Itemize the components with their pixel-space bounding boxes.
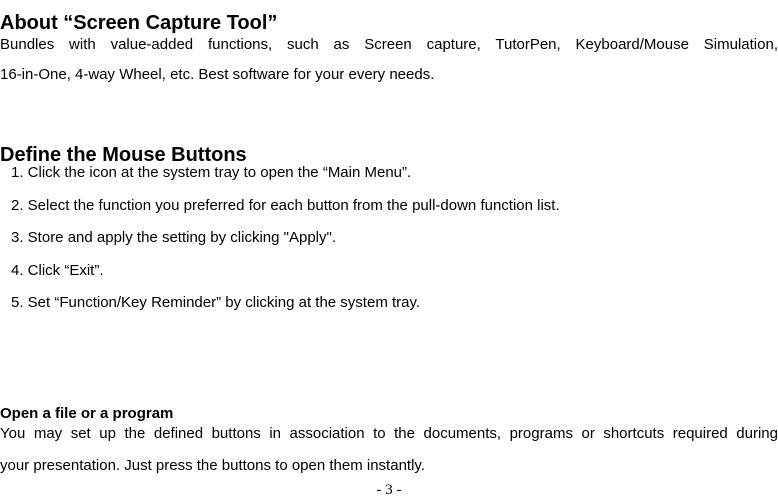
- step-item: 5. Set “Function/Key Reminder” by clicking at the system tray.: [11, 294, 421, 311]
- step-item: 3. Store and apply the setting by clicking "Apply".: [11, 229, 336, 246]
- section-title-open-file: Open a file or a program: [0, 405, 174, 422]
- description-line: Bundles with value-added functions, such as Screen capture, TutorPen, Keyboard/Mouse Simulation,: [0, 36, 778, 53]
- description-line: 16-in-One, 4-way Wheel, etc. Best software for your every needs.: [0, 66, 435, 83]
- mouse-button-steps-list: [11, 157, 560, 320]
- step-item: 2. Select the function you preferred for each button from the pull-down function list.: [11, 196, 560, 214]
- section-title-screen-capture-tool: About “Screen Capture Tool”: [0, 12, 278, 35]
- open-file-description: [0, 418, 778, 482]
- description-line: your presentation. Just press the buttons to open them instantly.: [0, 457, 425, 474]
- section-title-define-mouse-buttons: Define the Mouse Buttons: [0, 143, 247, 166]
- screen-capture-description: [0, 30, 778, 90]
- step-item: 4. Click “Exit”.: [11, 261, 104, 279]
- page-number: - 3 -: [376, 482, 402, 498]
- step-item: 1. Click the icon at the system tray to open the “Main Menu”.: [11, 164, 412, 181]
- description-line: You may set up the defined buttons in association to the documents, programs or shortcuts required during: [0, 425, 778, 442]
